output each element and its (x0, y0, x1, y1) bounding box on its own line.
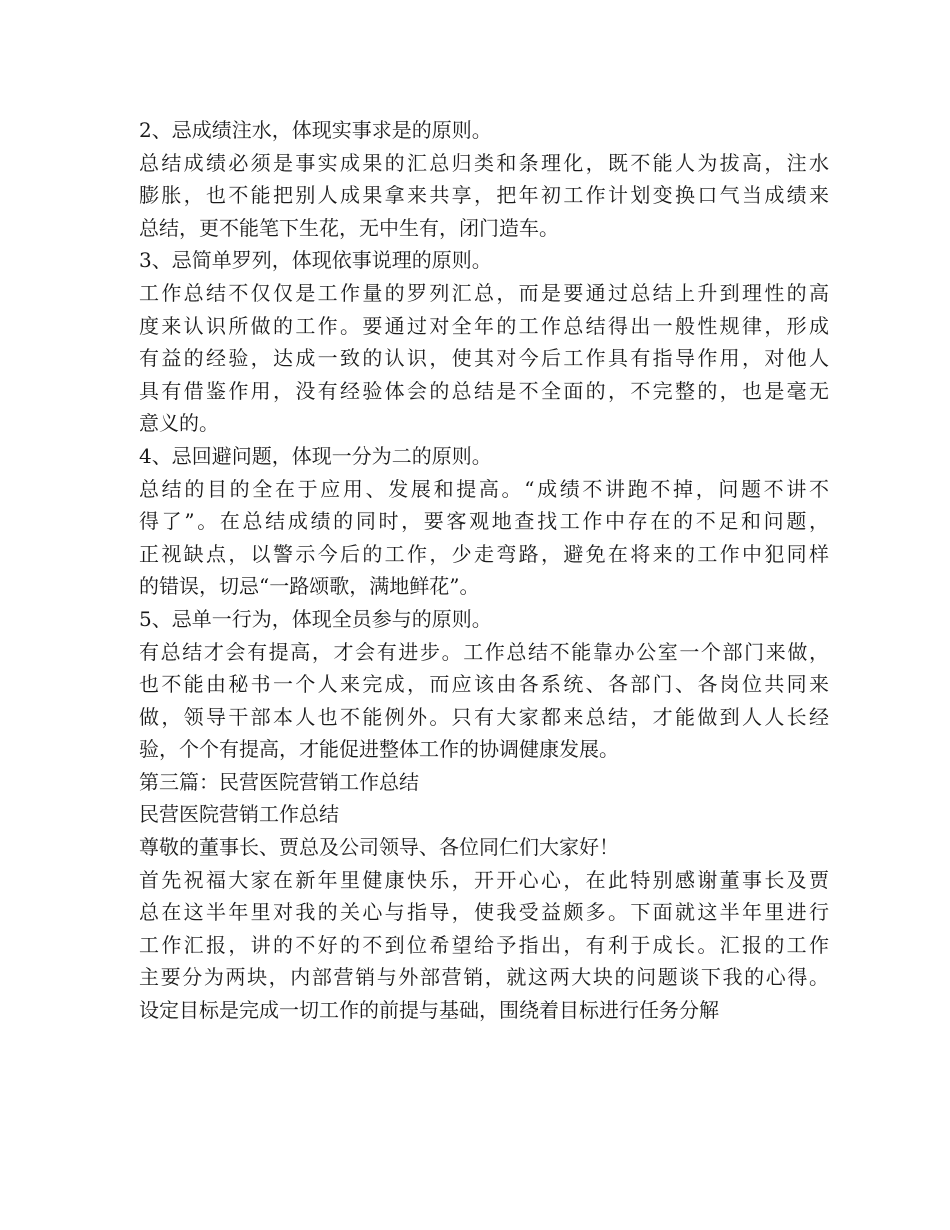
document-page (139, 114, 829, 1027)
text-line: 总结，更不能笔下生花，无中生有，闭门造车。 (139, 215, 559, 240)
text-line: 正视缺点，以警示今后的工作，少走弯路，避免在将来的工作中犯同样 (139, 541, 829, 566)
text-line: 有总结才会有提高，才会有进步。工作总结不能靠办公室一个部门来做， (139, 639, 829, 664)
text-line: 度来认识所做的工作。要通过对全年的工作总结得出一般性规律，形成 (139, 313, 829, 338)
text-line: 总结成绩必须是事实成果的汇总归类和条理化，既不能人为拔高，注水 (139, 150, 829, 175)
text-line: 主要分为两块，内部营销与外部营销，就这两大块的问题谈下我的心得。 (139, 965, 829, 990)
text-line: 4、忌回避问题，体现一分为二的原则。 (139, 443, 492, 468)
text-line: 意义的。 (139, 411, 219, 436)
text-line: 设定目标是完成一切工作的前提与基础，围绕着目标进行任务分解 (139, 998, 719, 1023)
text-line: 有益的经验，达成一致的认识，使其对今后工作具有指导作用，对他人 (139, 346, 829, 371)
text-line: 2、忌成绩注水，体现实事求是的原则。 (139, 118, 492, 142)
text-line: 第三篇：民营医院营销工作总结 (139, 769, 419, 794)
text-line: 做，领导干部本人也不能例外。只有大家都来总结，才能做到人人长经 (139, 704, 829, 729)
text-line: 总结的目的全在于应用、发展和提高。“成绩不讲跑不掉，问题不讲不 (139, 476, 829, 501)
text-line: 的错误，切忌“一路颂歌，满地鲜花”。 (139, 574, 480, 599)
text-line: 民营医院营销工作总结 (139, 802, 339, 827)
text-line: 总在这半年里对我的关心与指导，使我受益颇多。下面就这半年里进行 (139, 900, 829, 925)
text-line: 尊敬的董事长、贾总及公司领导、各位同仁们大家好！ (139, 835, 619, 860)
text-line: 首先祝福大家在新年里健康快乐，开开心心，在此特别感谢董事长及贾 (139, 867, 829, 892)
text-line: 工作汇报，讲的不好的不到位希望给予指出，有利于成长。汇报的工作 (139, 932, 829, 957)
text-line: 膨胀，也不能把别人成果拿来共享，把年初工作计划变换口气当成绩来 (139, 183, 829, 208)
text-line: 得了”。在总结成绩的同时，要客观地查找工作中存在的不足和问题， (139, 509, 829, 534)
text-line: 也不能由秘书一个人来完成，而应该由各系统、各部门、各岗位共同来 (139, 672, 829, 697)
text-line: 5、忌单一行为，体现全员参与的原则。 (139, 606, 492, 631)
text-line: 工作总结不仅仅是工作量的罗列汇总，而是要通过总结上升到理性的高 (139, 280, 829, 305)
text-line: 验，个个有提高，才能促进整体工作的协调健康发展。 (139, 737, 619, 762)
text-line: 3、忌简单罗列，体现依事说理的原则。 (139, 248, 492, 273)
text-line: 具有借鉴作用，没有经验体会的总结是不全面的，不完整的，也是毫无 (139, 378, 829, 403)
